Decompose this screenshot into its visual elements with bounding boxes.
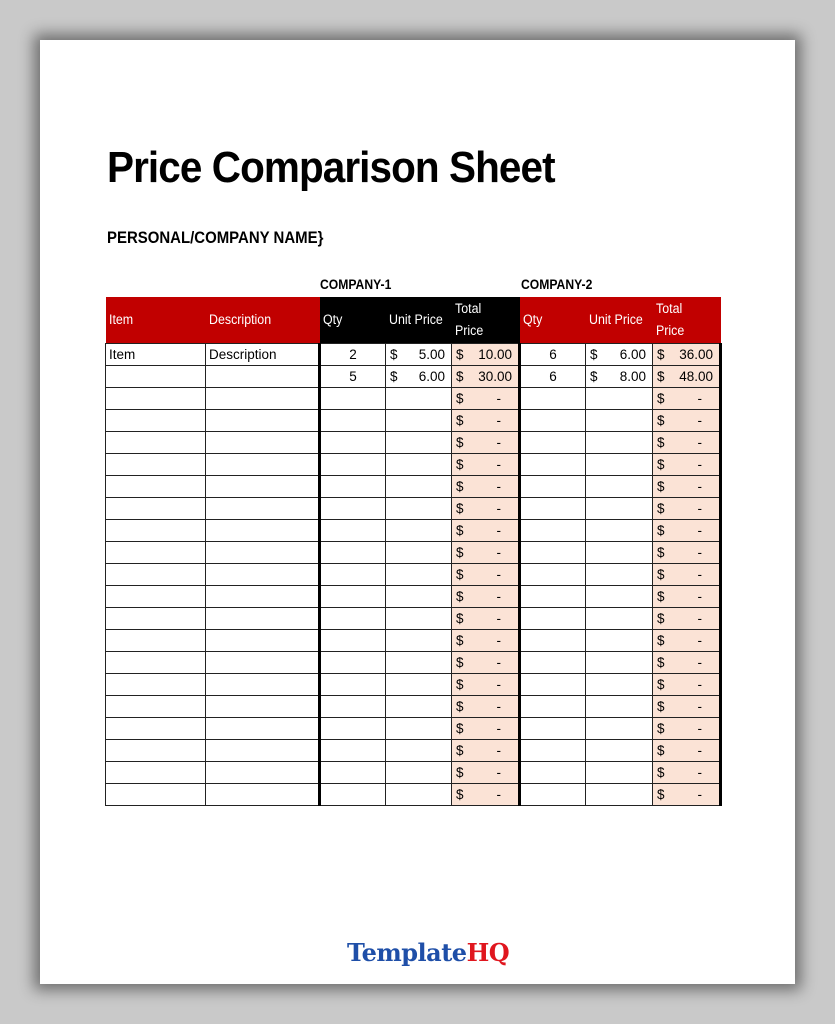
item-cell[interactable] [106,607,206,629]
currency-symbol: $ [657,786,665,802]
c2-qty-cell[interactable] [520,607,586,629]
table-row [106,541,721,563]
c1-qty-cell[interactable] [320,607,386,629]
c2-qty-cell[interactable] [520,519,586,541]
currency-symbol: $ [657,654,665,670]
c1-qty-cell[interactable] [320,717,386,739]
currency-symbol: $ [456,786,464,802]
c2-total-price-cell [653,365,721,387]
c1-total-price-cell [452,387,520,409]
c1-unit-price-cell[interactable] [386,519,452,541]
templatehq-logo: TemplateHQ [347,938,510,967]
description-cell[interactable] [206,431,320,453]
table-row [106,585,721,607]
c2-qty-cell[interactable] [520,629,586,651]
item-cell[interactable] [106,783,206,805]
amount: - [496,390,501,406]
c1-total-price-cell [452,739,520,761]
c1-unit-price-cell[interactable] [386,739,452,761]
c2-unit-price-cell[interactable] [586,783,653,805]
c1-total-price-cell [452,519,520,541]
c1-qty-cell[interactable] [320,673,386,695]
c2-qty-cell[interactable] [520,541,586,563]
table-row [106,453,721,475]
c1-qty-cell[interactable] [320,541,386,563]
table-header-row [106,297,721,343]
c2-qty-cell[interactable] [520,761,586,783]
amount: 10.00 [478,346,512,362]
c1-unit-price-cell[interactable] [386,563,452,585]
c2-total-price-cell [653,497,721,519]
description-cell[interactable] [206,453,320,475]
c2-qty-cell[interactable] [520,409,586,431]
c2-total-price-cell [653,607,721,629]
currency-symbol: $ [590,346,598,362]
c1-total-price-cell [452,453,520,475]
currency-symbol: $ [657,478,665,494]
table-row [106,629,721,651]
c1-total-price-cell [452,431,520,453]
c1-unit-price-cell[interactable] [386,541,452,563]
amount: - [697,764,702,780]
amount: - [496,544,501,560]
c2-total-price-cell [653,475,721,497]
item-cell[interactable]: Item [106,343,206,365]
c2-qty-cell[interactable] [520,651,586,673]
currency-symbol: $ [456,654,464,670]
amount: - [697,434,702,450]
c1-total-price-cell [452,783,520,805]
c1-total-price-cell [452,761,520,783]
c2-unit-price-cell[interactable] [586,519,653,541]
page-title: Price Comparison Sheet [107,143,555,192]
currency-symbol: $ [657,500,665,516]
description-cell[interactable] [206,365,320,387]
c2-unit-price-cell[interactable] [586,673,653,695]
amount: 36.00 [679,346,713,362]
company-1-label: COMPANY-1 [320,277,392,292]
c2-total-price-cell [653,519,721,541]
item-cell[interactable] [106,475,206,497]
c1-qty-cell[interactable]: 5 [320,365,386,387]
amount: - [697,742,702,758]
c2-total-price-cell [653,431,721,453]
c2-unit-price-cell[interactable] [586,563,653,585]
c2-qty-cell[interactable] [520,563,586,585]
amount: - [496,632,501,648]
currency-symbol: $ [456,368,464,384]
c2-unit-price-cell[interactable] [586,629,653,651]
c2-unit-price-cell[interactable] [586,607,653,629]
amount: - [697,654,702,670]
c2-total-price-cell [653,541,721,563]
item-cell[interactable] [106,497,206,519]
c1-qty-cell[interactable] [320,475,386,497]
c1-unit-price-cell[interactable] [386,387,452,409]
currency-symbol: $ [456,698,464,714]
c2-total-price-cell [653,761,721,783]
c2-qty-cell[interactable] [520,475,586,497]
c1-unit-price-cell[interactable] [386,783,452,805]
amount: - [496,500,501,516]
c2-qty-cell[interactable] [520,497,586,519]
item-cell[interactable] [106,629,206,651]
amount: - [496,456,501,472]
c1-qty-cell[interactable] [320,761,386,783]
currency-symbol: $ [657,698,665,714]
currency-symbol: $ [657,346,665,362]
c2-total-price-cell [653,651,721,673]
c2-total-price-cell [653,695,721,717]
table-row [106,343,721,365]
currency-symbol: $ [390,346,398,362]
c1-total-price-cell [452,497,520,519]
table-row [106,519,721,541]
c1-unit-price-cell[interactable] [386,453,452,475]
c2-unit-price-cell[interactable] [586,431,653,453]
c2-total-price-cell [653,453,721,475]
table-row [106,761,721,783]
header-item: Item [106,297,206,343]
item-cell[interactable] [106,541,206,563]
c1-qty-cell[interactable] [320,453,386,475]
c1-qty-cell[interactable] [320,651,386,673]
c2-qty-cell[interactable]: 6 [520,343,586,365]
amount: - [496,742,501,758]
c1-total-price-cell [452,695,520,717]
c1-total-price-cell [452,563,520,585]
c1-total-price-cell [452,365,520,387]
currency-symbol: $ [657,566,665,582]
c1-total-price-cell [452,673,520,695]
item-cell[interactable] [106,519,206,541]
currency-symbol: $ [456,500,464,516]
header-c2-unit-price: Unit Price [586,297,653,343]
amount: - [496,566,501,582]
description-cell[interactable] [206,519,320,541]
currency-symbol: $ [657,764,665,780]
description-cell[interactable] [206,695,320,717]
item-cell[interactable] [106,761,206,783]
c1-unit-price-cell[interactable] [386,431,452,453]
header-description: Description [206,297,320,343]
c2-unit-price-cell[interactable] [586,497,653,519]
c2-unit-price-cell[interactable] [586,409,653,431]
c2-total-price-cell [653,717,721,739]
amount: - [496,588,501,604]
c2-qty-cell[interactable] [520,387,586,409]
c2-total-price-cell [653,563,721,585]
amount: - [496,610,501,626]
c1-total-price-cell [452,651,520,673]
amount: - [496,764,501,780]
amount: - [496,412,501,428]
c1-unit-price-cell[interactable] [386,343,452,365]
description-cell[interactable] [206,651,320,673]
amount: - [697,456,702,472]
amount: - [697,786,702,802]
c1-unit-price-cell[interactable] [386,475,452,497]
table-row [106,783,721,805]
amount: - [697,610,702,626]
c1-unit-price-cell[interactable] [386,651,452,673]
c1-qty-cell[interactable] [320,695,386,717]
c1-unit-price-cell[interactable] [386,585,452,607]
amount: - [697,412,702,428]
table-row [106,673,721,695]
amount: - [697,588,702,604]
table-row [106,563,721,585]
document-page [40,40,795,984]
currency-symbol: $ [456,742,464,758]
description-cell[interactable] [206,739,320,761]
currency-symbol: $ [657,456,665,472]
item-cell[interactable] [106,563,206,585]
c2-total-price-cell [653,629,721,651]
description-cell[interactable]: Description [206,343,320,365]
table-row [106,497,721,519]
c2-qty-cell[interactable] [520,431,586,453]
currency-symbol: $ [657,434,665,450]
item-cell[interactable] [106,409,206,431]
currency-symbol: $ [657,742,665,758]
c2-unit-price-cell[interactable] [586,651,653,673]
header-c2-total-price: Total Price [653,297,721,343]
table-body [106,343,721,805]
c2-total-price-cell [653,739,721,761]
c1-qty-cell[interactable] [320,387,386,409]
item-cell[interactable] [106,717,206,739]
c1-total-price-cell [452,343,520,365]
c1-total-price-cell [452,607,520,629]
amount: 6.00 [619,346,646,362]
description-cell[interactable] [206,761,320,783]
amount: - [496,522,501,538]
c2-unit-price-cell[interactable] [586,541,653,563]
amount: - [496,698,501,714]
c2-total-price-cell [653,343,721,365]
c1-unit-price-cell[interactable] [386,695,452,717]
item-cell[interactable] [106,585,206,607]
currency-symbol: $ [390,368,398,384]
table-row [106,651,721,673]
currency-symbol: $ [657,610,665,626]
c1-qty-cell[interactable] [320,629,386,651]
amount: - [697,500,702,516]
c1-unit-price-cell[interactable] [386,717,452,739]
table-row [106,409,721,431]
c1-unit-price-cell[interactable] [386,607,452,629]
currency-symbol: $ [456,676,464,692]
c2-unit-price-cell[interactable] [586,453,653,475]
currency-symbol: $ [657,522,665,538]
description-cell[interactable] [206,783,320,805]
c1-qty-cell[interactable] [320,519,386,541]
currency-symbol: $ [456,346,464,362]
c1-qty-cell[interactable] [320,409,386,431]
table-row [106,717,721,739]
currency-symbol: $ [456,478,464,494]
c2-total-price-cell [653,673,721,695]
c2-unit-price-cell[interactable] [586,739,653,761]
header-c1-qty: Qty [320,297,386,343]
amount: - [496,654,501,670]
c1-unit-price-cell[interactable] [386,673,452,695]
c1-unit-price-cell[interactable] [386,365,452,387]
currency-symbol: $ [657,390,665,406]
item-cell[interactable] [106,365,206,387]
amount: - [697,698,702,714]
c1-qty-cell[interactable] [320,563,386,585]
c1-total-price-cell [452,717,520,739]
currency-symbol: $ [456,544,464,560]
c1-unit-price-cell[interactable] [386,761,452,783]
c2-total-price-cell [653,585,721,607]
item-cell[interactable] [106,695,206,717]
c2-qty-cell[interactable] [520,783,586,805]
header-c1-total-price: Total Price [452,297,520,343]
c2-total-price-cell [653,783,721,805]
c2-unit-price-cell[interactable] [586,717,653,739]
c1-unit-price-cell[interactable] [386,497,452,519]
amount: - [697,544,702,560]
currency-symbol: $ [657,676,665,692]
description-cell[interactable] [206,497,320,519]
item-cell[interactable] [106,431,206,453]
c2-qty-cell[interactable] [520,695,586,717]
currency-symbol: $ [657,720,665,736]
description-cell[interactable] [206,585,320,607]
description-cell[interactable] [206,673,320,695]
c1-qty-cell[interactable] [320,783,386,805]
currency-symbol: $ [456,588,464,604]
table-row [106,739,721,761]
company-name-label: PERSONAL/COMPANY NAME} [107,228,324,247]
description-cell[interactable] [206,541,320,563]
table-row [106,475,721,497]
description-cell[interactable] [206,563,320,585]
table-row [106,387,721,409]
c2-qty-cell[interactable] [520,717,586,739]
currency-symbol: $ [590,368,598,384]
c2-unit-price-cell[interactable] [586,387,653,409]
c2-unit-price-cell[interactable] [586,761,653,783]
currency-symbol: $ [456,632,464,648]
amount: - [496,720,501,736]
amount: 30.00 [478,368,512,384]
amount: 48.00 [679,368,713,384]
currency-symbol: $ [657,412,665,428]
description-cell[interactable] [206,629,320,651]
amount: - [496,676,501,692]
currency-symbol: $ [657,544,665,560]
currency-symbol: $ [456,522,464,538]
description-cell[interactable] [206,387,320,409]
c2-unit-price-cell[interactable] [586,585,653,607]
c2-qty-cell[interactable] [520,453,586,475]
currency-symbol: $ [456,390,464,406]
amount: - [496,434,501,450]
amount: - [697,676,702,692]
c2-unit-price-cell[interactable] [586,365,653,387]
table-row [106,695,721,717]
description-cell[interactable] [206,607,320,629]
item-cell[interactable] [106,387,206,409]
header-c2-qty: Qty [520,297,586,343]
description-cell[interactable] [206,409,320,431]
currency-symbol: $ [657,632,665,648]
description-cell[interactable] [206,717,320,739]
amount: - [496,786,501,802]
item-cell[interactable] [106,739,206,761]
amount: - [697,478,702,494]
currency-symbol: $ [456,434,464,450]
c1-unit-price-cell[interactable] [386,409,452,431]
c2-unit-price-cell[interactable] [586,343,653,365]
description-cell[interactable] [206,475,320,497]
item-cell[interactable] [106,673,206,695]
c1-qty-cell[interactable] [320,431,386,453]
amount: - [697,720,702,736]
item-cell[interactable] [106,453,206,475]
amount: - [697,522,702,538]
c2-unit-price-cell[interactable] [586,695,653,717]
c2-total-price-cell [653,409,721,431]
c1-total-price-cell [452,475,520,497]
header-c1-unit-price: Unit Price [386,297,452,343]
c1-qty-cell[interactable] [320,497,386,519]
currency-symbol: $ [456,412,464,428]
amount: 8.00 [619,368,646,384]
c2-total-price-cell [653,387,721,409]
c2-unit-price-cell[interactable] [586,475,653,497]
amount: - [496,478,501,494]
c1-qty-cell[interactable] [320,585,386,607]
c2-qty-cell[interactable]: 6 [520,365,586,387]
currency-symbol: $ [456,566,464,582]
c1-qty-cell[interactable]: 2 [320,343,386,365]
table-row [106,365,721,387]
amount: - [697,632,702,648]
table-row [106,431,721,453]
amount: - [697,566,702,582]
company-2-label: COMPANY-2 [521,277,593,292]
table-row [106,607,721,629]
c1-unit-price-cell[interactable] [386,629,452,651]
currency-symbol: $ [657,368,665,384]
price-comparison-table [105,297,722,806]
amount: 6.00 [418,368,445,384]
currency-symbol: $ [456,456,464,472]
c1-qty-cell[interactable] [320,739,386,761]
c2-qty-cell[interactable] [520,739,586,761]
c1-total-price-cell [452,629,520,651]
amount: - [697,390,702,406]
currency-symbol: $ [456,720,464,736]
currency-symbol: $ [456,610,464,626]
c2-qty-cell[interactable] [520,585,586,607]
c2-qty-cell[interactable] [520,673,586,695]
amount: 5.00 [418,346,445,362]
c1-total-price-cell [452,409,520,431]
c1-total-price-cell [452,585,520,607]
item-cell[interactable] [106,651,206,673]
currency-symbol: $ [657,588,665,604]
currency-symbol: $ [456,764,464,780]
c1-total-price-cell [452,541,520,563]
